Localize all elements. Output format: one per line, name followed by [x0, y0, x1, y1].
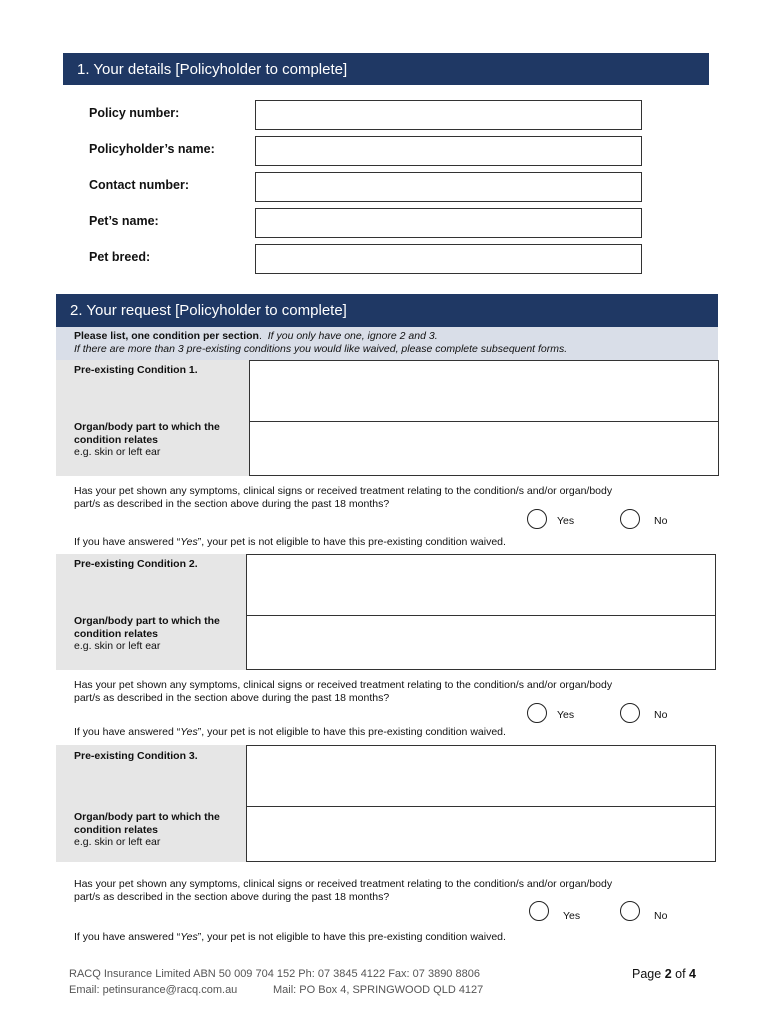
contact-number-label: Contact number: — [89, 178, 189, 192]
condition2-organ-field[interactable] — [246, 615, 716, 670]
instruction-panel — [56, 327, 718, 360]
page-number: Page 2 of 4 — [632, 967, 696, 981]
condition1-label-panel — [56, 360, 249, 476]
footer-mail: Mail: PO Box 4, SPRINGWOOD QLD 4127 — [273, 984, 484, 996]
condition3-field[interactable] — [246, 745, 716, 807]
condition1-no-label: No — [654, 515, 668, 527]
condition1-no-radio[interactable] — [620, 509, 640, 529]
condition3-organ-field[interactable] — [246, 806, 716, 862]
instruction-italic2: If there are more than 3 pre-existing conditions you would like waived, please complete subsequent forms. — [74, 343, 568, 355]
condition2-question: Has your pet shown any symptoms, clinical signs or received treatment relating to the condition/s and/or organ/body part/s as described in the section above during the past 18 months? — [74, 679, 613, 704]
organ-example: e.g. skin or left ear — [74, 640, 161, 652]
organ-label-line2: condition relates — [74, 433, 159, 446]
pet-breed-label: Pet breed: — [89, 250, 151, 264]
condition2-label-panel — [56, 554, 246, 670]
section2-header — [56, 294, 718, 327]
condition1-yes-radio[interactable] — [527, 509, 547, 529]
instruction-bold: Please list, one condition per section — [74, 330, 259, 342]
organ-label-line2: condition relates — [74, 823, 159, 836]
organ-label-line1: Organ/body part to which the — [74, 421, 220, 433]
condition3-note: If you have answered “Yes”, your pet is not eligible to have this pre-existing condition waived. — [74, 931, 506, 943]
condition3-title: Pre-existing Condition 3. — [74, 750, 198, 762]
condition2-field[interactable] — [246, 554, 716, 616]
condition3-no-label: No — [654, 910, 668, 922]
condition3-question: Has your pet shown any symptoms, clinical signs or received treatment relating to the condition/s and/or organ/body part/s as described in the section above during the past 18 months? — [74, 878, 613, 903]
organ-example: e.g. skin or left ear — [74, 836, 161, 848]
condition2-note: If you have answered “Yes”, your pet is not eligible to have this pre-existing condition waived. — [74, 726, 506, 738]
pet-name-label: Pet’s name: — [89, 214, 159, 228]
policy-number-field[interactable] — [255, 100, 642, 130]
footer-company-line: RACQ Insurance Limited ABN 50 009 704 152 Ph: 07 3845 4122 Fax: 07 3890 8806 — [69, 968, 480, 980]
condition2-yes-label: Yes — [557, 709, 575, 721]
organ-label-line2: condition relates — [74, 627, 159, 640]
condition2-no-radio[interactable] — [620, 703, 640, 723]
organ-example: e.g. skin or left ear — [74, 446, 161, 458]
section2-title: 2. Your request [Policyholder to complete] — [70, 302, 347, 319]
condition1-yes-label: Yes — [557, 515, 575, 527]
condition3-yes-radio[interactable] — [529, 901, 549, 921]
condition1-note: If you have answered “Yes”, your pet is not eligible to have this pre-existing condition waived. — [74, 536, 506, 548]
condition1-title: Pre-existing Condition 1. — [74, 364, 198, 376]
policyholder-name-field[interactable] — [255, 136, 642, 166]
contact-number-field[interactable] — [255, 172, 642, 202]
pet-name-field[interactable] — [255, 208, 642, 238]
condition1-question: Has your pet shown any symptoms, clinical signs or received treatment relating to the condition/s and/or organ/body part/s as described in the section above during the past 18 months? — [74, 485, 613, 510]
condition3-no-radio[interactable] — [620, 901, 640, 921]
organ-label-line1: Organ/body part to which the — [74, 615, 220, 627]
condition1-field[interactable] — [249, 360, 719, 422]
condition1-organ-field[interactable] — [249, 421, 719, 476]
instruction-line2 — [74, 343, 718, 356]
section1-header — [63, 53, 709, 85]
condition2-no-label: No — [654, 709, 668, 721]
footer-email: Email: petinsurance@racq.com.au — [69, 984, 238, 996]
instruction-italic1: If you only have one, ignore 2 and 3. — [267, 330, 438, 342]
policy-number-label: Policy number: — [89, 106, 180, 120]
organ-label-line1: Organ/body part to which the — [74, 811, 220, 823]
pet-breed-field[interactable] — [255, 244, 642, 274]
policyholder-name-label: Policyholder’s name: — [89, 142, 215, 156]
condition2-yes-radio[interactable] — [527, 703, 547, 723]
section1-title: 1. Your details [Policyholder to complete] — [77, 60, 348, 78]
instruction-line1: Please list, one condition per section. If you only have one, ignore 2 and 3. — [74, 330, 438, 342]
condition3-yes-label: Yes — [563, 910, 581, 922]
condition3-label-panel — [56, 745, 246, 862]
condition2-title: Pre-existing Condition 2. — [74, 558, 198, 570]
